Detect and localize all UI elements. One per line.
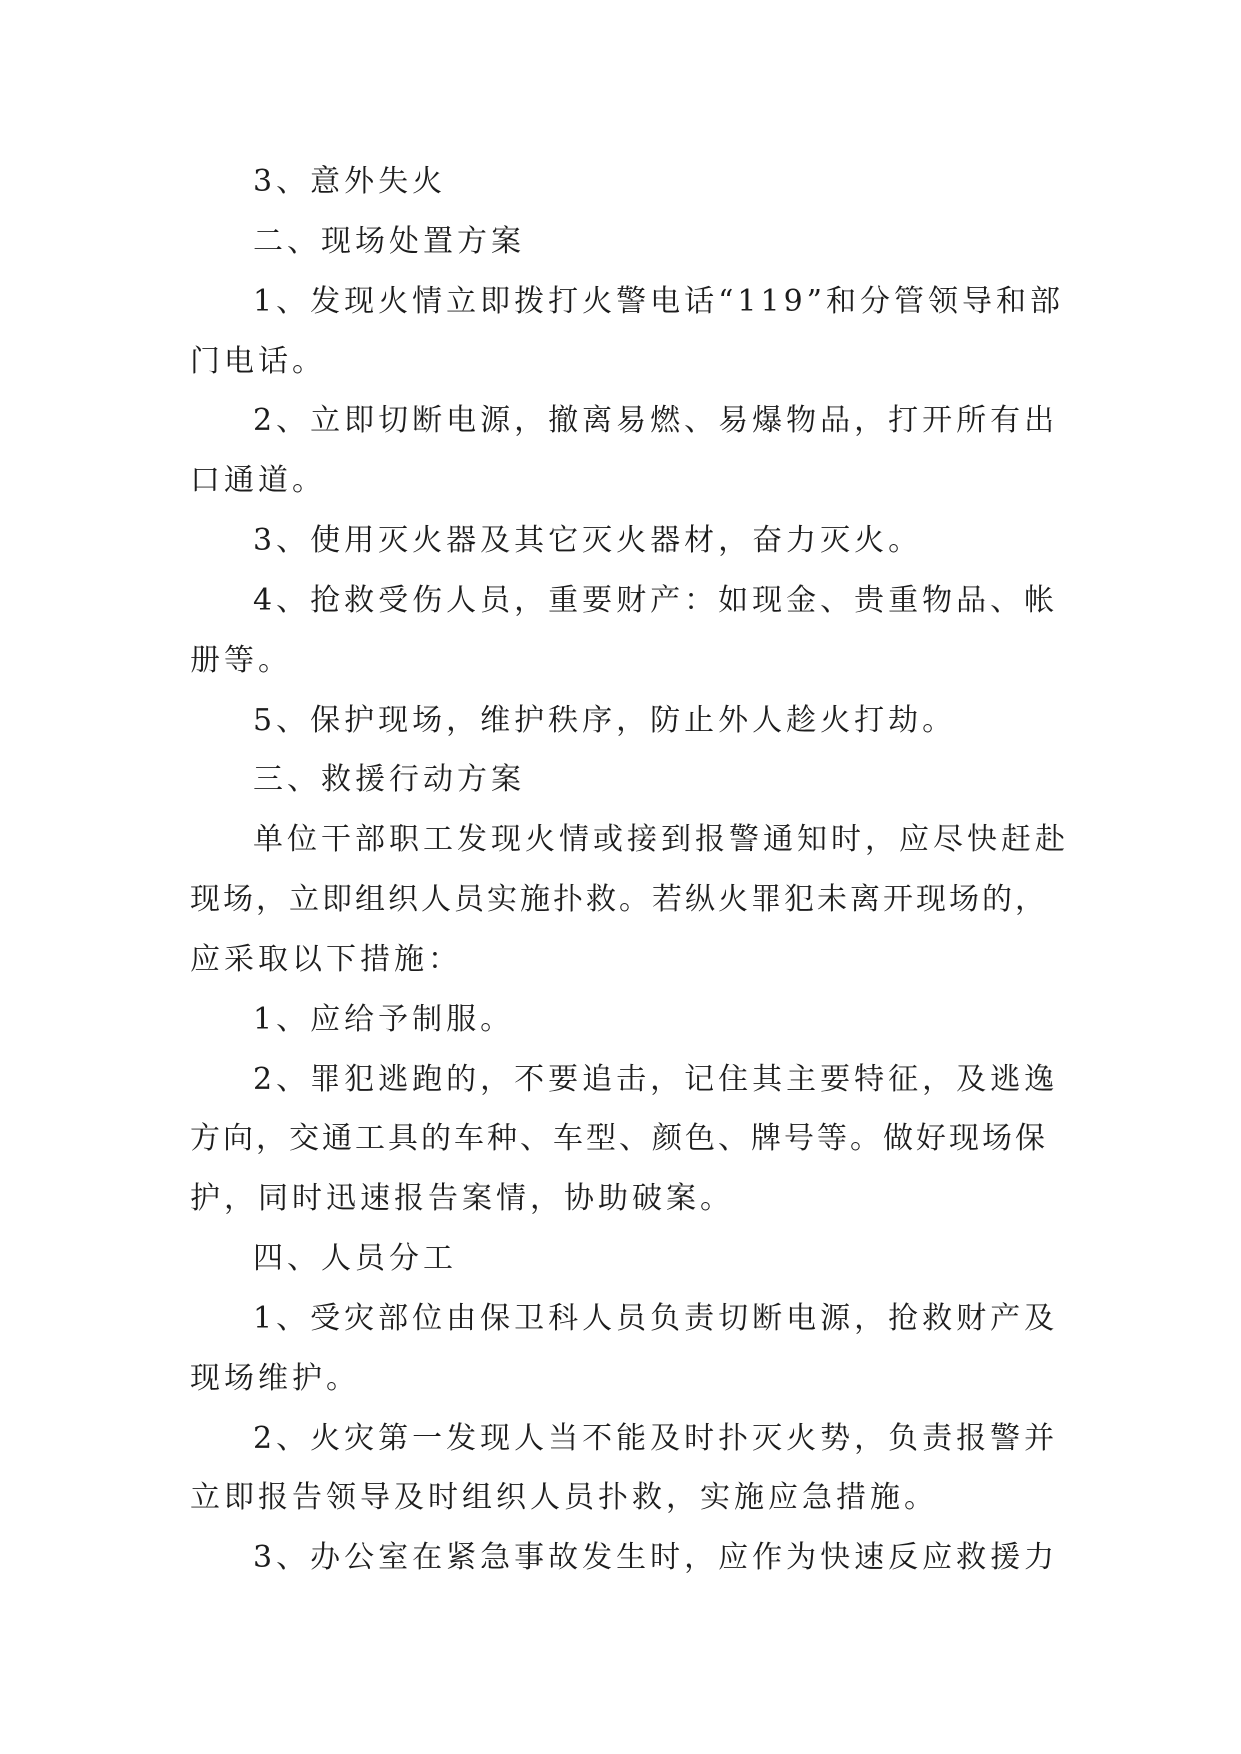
- text-line: 门电话。: [190, 344, 326, 379]
- list-item: 5、保护现场，维护秩序，防止外人趁火打劫。: [253, 703, 957, 738]
- text-line: 册等。: [190, 643, 292, 678]
- section-heading: 三、救援行动方案: [253, 762, 525, 797]
- section-heading: 四、人员分工: [253, 1241, 457, 1276]
- list-item: 3、意外失火: [253, 164, 447, 199]
- list-item: 1、应给予制服。: [253, 1002, 515, 1037]
- text-line: 方向，交通工具的车种、车型、颜色、牌号等。做好现场保: [190, 1121, 1048, 1156]
- list-item: 2、火灾第一发现人当不能及时扑灭火势，负责报警并: [253, 1421, 1059, 1456]
- list-item: 4、抢救受伤人员，重要财产：如现金、贵重物品、帐: [253, 583, 1059, 618]
- list-item: 3、使用灭火器及其它灭火器材，奋力灭火。: [253, 523, 923, 558]
- text-line: 立即报告领导及时组织人员扑救，实施应急措施。: [190, 1480, 938, 1515]
- list-item: 3、办公室在紧急事故发生时，应作为快速反应救援力: [253, 1540, 1059, 1575]
- paragraph-line: 单位干部职工发现火情或接到报警通知时，应尽快赶赴: [253, 822, 1069, 857]
- list-item: 1、受灾部位由保卫科人员负责切断电源，抢救财产及: [253, 1301, 1059, 1336]
- list-item: 2、立即切断电源，撤离易燃、易爆物品，打开所有出: [253, 403, 1059, 438]
- paragraph-line: 应采取以下措施：: [190, 942, 462, 977]
- list-item: 2、罪犯逃跑的，不要追击，记住其主要特征，及逃逸: [253, 1062, 1059, 1097]
- text-line: 口通道。: [190, 463, 326, 498]
- text-line: 现场维护。: [190, 1361, 360, 1396]
- text-line: 护，同时迅速报告案情，协助破案。: [190, 1181, 734, 1216]
- section-heading: 二、现场处置方案: [253, 224, 525, 259]
- list-item: 1、发现火情立即拨打火警电话“119”和分管领导和部: [253, 284, 1065, 319]
- paragraph-line: 现场，立即组织人员实施扑救。若纵火罪犯未离开现场的，: [190, 882, 1048, 917]
